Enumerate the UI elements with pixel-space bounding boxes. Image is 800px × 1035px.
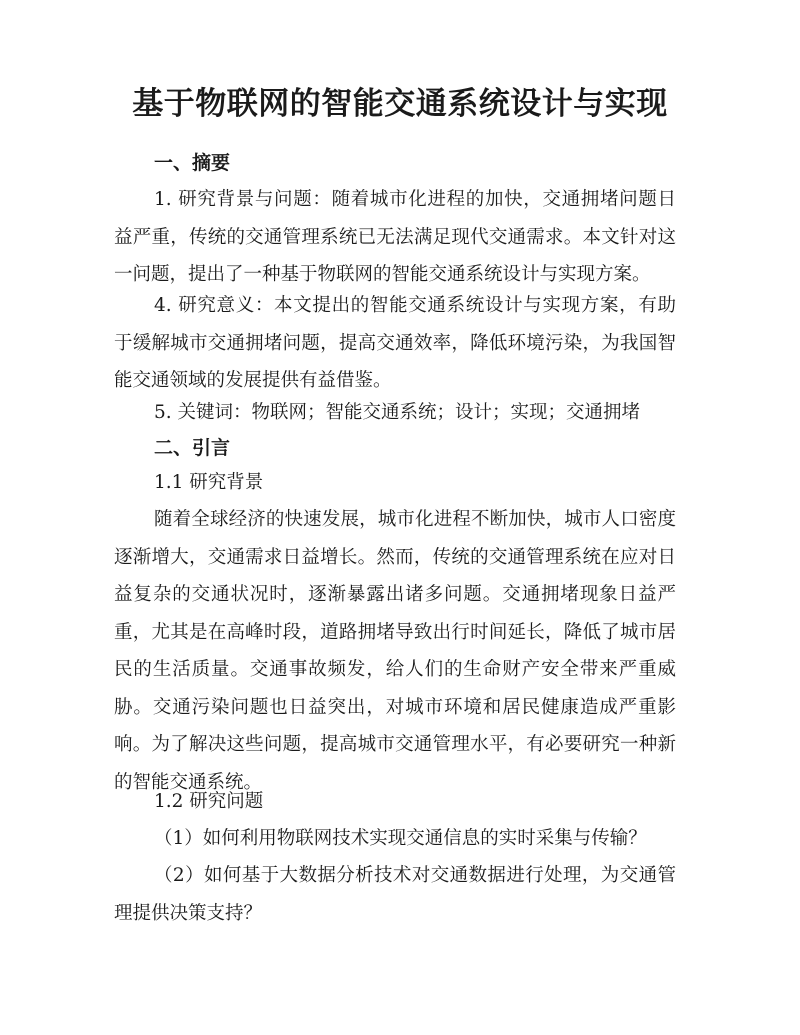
intro-heading: 二、引言 [154,437,231,459]
research-question-2: （2）如何基于大数据分析技术对交通数据进行处理，为交通管理提供决策支持？ [114,865,676,924]
abstract-item-5-keywords: 5. 关键词：物联网；智能交通系统；设计；实现；交通拥堵 [154,402,641,423]
section-1-2-heading: 1.2 研究问题 [154,791,264,812]
section-1-1-heading: 1.1 研究背景 [154,472,264,493]
research-question-1: （1）如何利用物联网技术实现交通信息的实时采集与传输？ [154,828,647,849]
section-1-1-paragraph: 随着全球经济的快速发展，城市化进程不断加快，城市人口密度逐渐增大，交通需求日益增长。然而，传统的交通管理系统在应对日益复杂的交通状况时，逐渐暴露出诸多问题。交通拥堵现象日益严重，尤其是在高峰时段，道路拥堵导致出行时间延长，降低了城市居民的生活质量。交通事故频发，给人们的生命财产安全带来严重威胁。交通污染问题也日益突出，对城市环境和居民健康造成严重影响。为了解决这些问题，提高城市交通管理水平，有必要研究一种新的智能交通系统。 [114,509,676,793]
document-title: 基于物联网的智能交通系统设计与实现 [132,86,668,122]
abstract-item-1: 1. 研究背景与问题：随着城市化进程的加快，交通拥堵问题日益严重，传统的交通管理系统已无法满足现代交通需求。本文针对这一问题，提出了一种基于物联网的智能交通系统设计与实现方案。 [114,189,676,285]
abstract-item-4: 4. 研究意义：本文提出的智能交通系统设计与实现方案，有助于缓解城市交通拥堵问题，提高交通效率，降低环境污染，为我国智能交通领域的发展提供有益借鉴。 [114,295,676,391]
abstract-heading: 一、摘要 [154,152,231,174]
